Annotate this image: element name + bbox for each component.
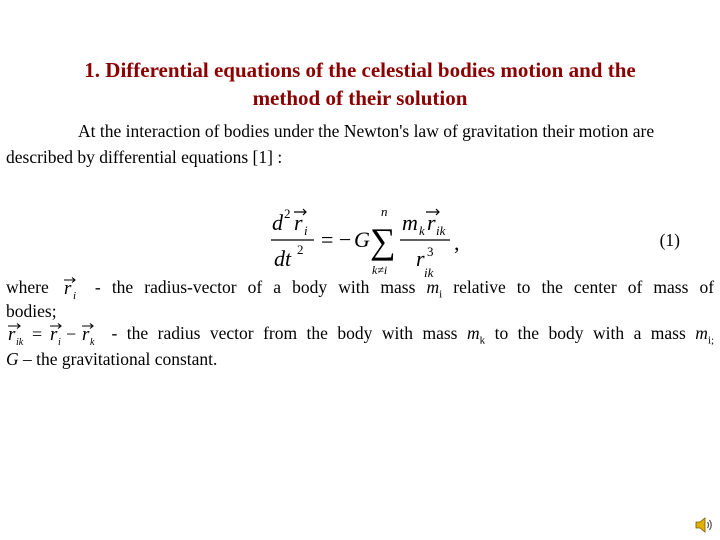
- equation-1: [268, 198, 488, 280]
- svg-text:k: k: [90, 337, 95, 348]
- svg-text:ik: ik: [16, 337, 24, 348]
- rik-mk-sub: k: [479, 334, 486, 347]
- svg-text:r: r: [50, 324, 58, 345]
- rhs-exponent: 3: [427, 244, 434, 259]
- rik-mi: m: [695, 323, 708, 344]
- svg-text:i: i: [58, 337, 61, 348]
- svg-text:,: ,: [454, 230, 460, 255]
- rik-mk: m: [466, 323, 480, 344]
- svg-text:i: i: [72, 290, 76, 302]
- sum-lower: k≠i: [372, 263, 388, 277]
- ri-mass: m: [426, 277, 440, 298]
- constant-G: G: [354, 227, 370, 252]
- speaker-icon[interactable]: [694, 516, 714, 534]
- sum-sign: ∑: [370, 221, 396, 261]
- G-symbol: G: [6, 349, 19, 369]
- desc-bodies: bodies;: [6, 301, 57, 321]
- rik-description-mid: to the body with a mass: [494, 323, 686, 344]
- equation-number: (1): [659, 230, 680, 250]
- svg-text:r: r: [63, 278, 72, 299]
- svg-text:ik: ik: [424, 265, 434, 280]
- ri-mass-sub: i: [439, 288, 443, 301]
- svg-text:d: d: [272, 210, 283, 235]
- svg-text:=: =: [32, 324, 43, 344]
- svg-text:r: r: [427, 210, 436, 235]
- lhs-exponent: 2: [284, 206, 291, 221]
- ri-symbol: [60, 276, 84, 302]
- title-line-2: method of their solution: [252, 86, 468, 110]
- sum-upper: n: [381, 204, 388, 219]
- svg-text:k: k: [419, 223, 425, 238]
- rik-definition: [6, 322, 102, 348]
- slide-title: [0, 56, 720, 112]
- svg-text:m: m: [402, 210, 418, 235]
- svg-text:dt: dt: [274, 246, 292, 271]
- rik-mi-sub: i;: [707, 334, 715, 347]
- desc-line-G: [6, 348, 714, 371]
- svg-text:2: 2: [297, 242, 304, 257]
- ri-description: - the radius-vector of a body with mass: [94, 277, 416, 298]
- svg-text:= −: = −: [321, 227, 352, 252]
- rik-description: - the radius vector from the body with mass: [111, 323, 458, 344]
- title-line-1: 1. Differential equations of the celestial bodies motion and the: [84, 58, 636, 82]
- svg-text:r: r: [416, 246, 425, 271]
- svg-text:i: i: [304, 223, 308, 238]
- where-label: where: [6, 277, 49, 298]
- svg-text:ik: ik: [436, 223, 446, 238]
- svg-text:r: r: [8, 324, 16, 345]
- svg-text:r: r: [82, 324, 90, 345]
- svg-text:−: −: [66, 324, 77, 344]
- intro-paragraph: At the interaction of bodies under the Newton's law of gravitation their motion are described by differential equations [1] :: [6, 121, 655, 167]
- G-description: – the gravitational constant.: [23, 349, 218, 369]
- svg-text:r: r: [294, 210, 303, 235]
- ri-description-rest: relative to the center of mass of: [453, 277, 715, 298]
